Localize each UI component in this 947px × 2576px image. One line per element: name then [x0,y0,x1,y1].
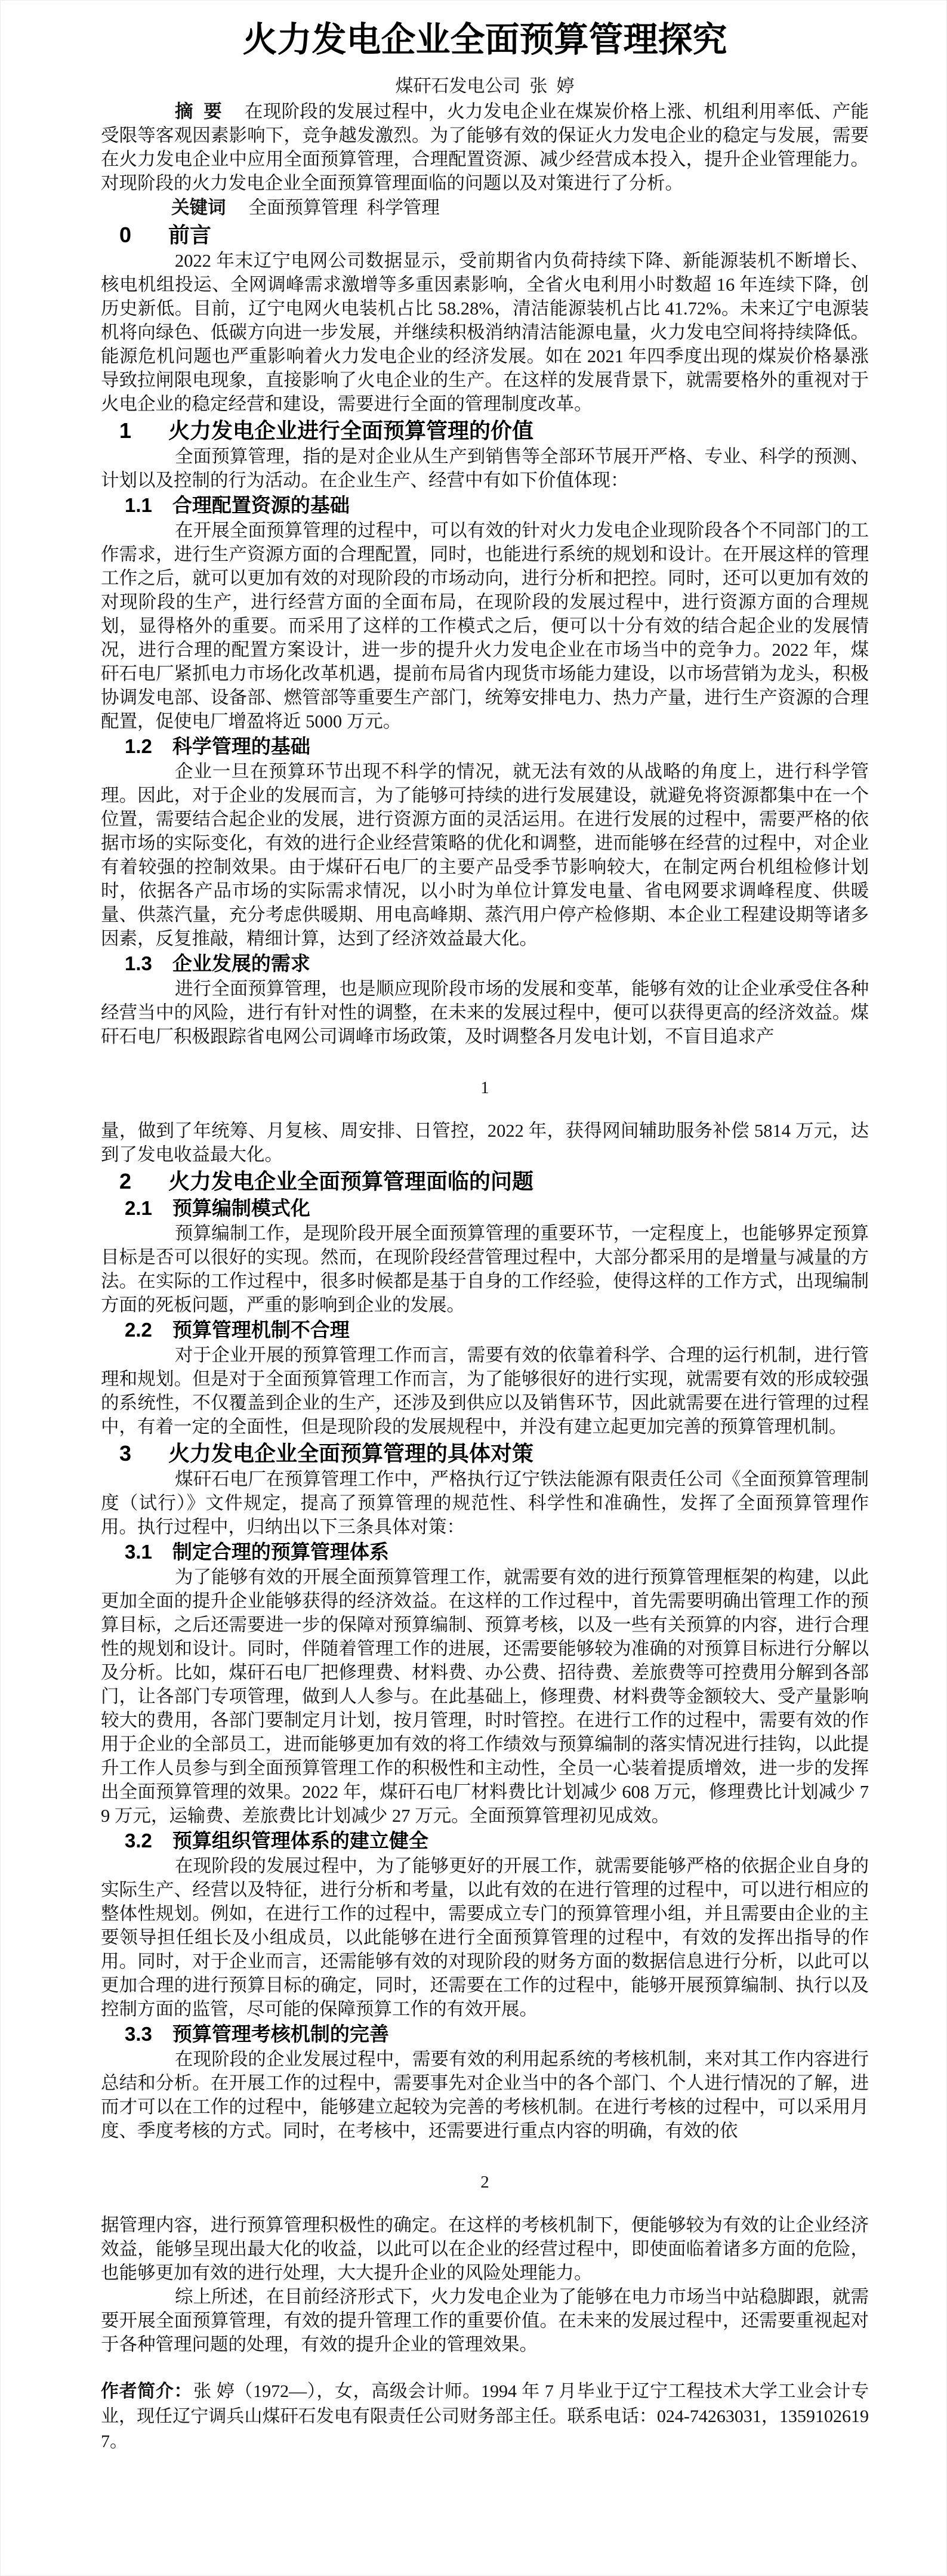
paragraph-section3-intro: 煤矸石电厂在预算管理工作中，严格执行辽宁铁法能源有限责任公司《全面预算管理制度（试行）》文件规定，提高了预算管理的规范性、科学性和准确性，发挥了全面预算管理作用。执行过程中，归纳出以下三条具体对策： [101,1469,869,1537]
heading-1-2 [101,733,869,760]
heading-number: 1.1 [125,494,152,516]
heading-2-problems [101,1168,869,1195]
heading-3-2 [101,1828,869,1854]
heading-title: 预算管理机制不合理 [172,1319,350,1341]
heading-1-3 [101,951,869,977]
paragraph-section1-intro: 全面预算管理，指的是对企业从生产到销售等全部环节展开严格、专业、科学的预测、计划以及控制的行为活动。在企业生产、经营中有如下价值体现： [101,446,869,490]
heading-2-1 [101,1195,869,1221]
heading-title: 企业发展的需求 [172,952,310,974]
heading-title: 预算编制模式化 [172,1197,310,1219]
author-bio [101,2379,869,2454]
heading-0-foreword [101,221,869,249]
keywords-text: 全面预算管理 科学管理 [248,198,440,218]
heading-title: 火力发电企业进行全面预算管理的价值 [168,418,534,443]
heading-number: 1 [119,418,132,443]
heading-number: 2.2 [125,1319,152,1341]
heading-number: 1.3 [125,952,152,974]
paragraph-conclusion: 综上所述，在目前经济形式下，火力发电企业为了能够在电力市场当中站稳脚跟，就需要开展全面预算管理，有效的提升管理工作的重要价值。在未来的发展过程中，还需要重视起对于各种管理问题的处理，有效的提升企业的管理效果。 [101,2287,869,2355]
heading-number: 1.2 [125,735,152,757]
heading-title: 前言 [168,223,212,247]
keywords-line [101,195,869,220]
paragraph-3-3-part2: 据管理内容，进行预算管理积极性的确定。在这样的考核机制下，便能够较为有效的让企业经济效益，能够呈现出最大化的收益，以此可以在企业的经营过程中，即使面临着诸多方面的危险，也能够更加有效的进行处理，大大提升企业的风险处理能力。 [101,2215,869,2283]
heading-number: 3.3 [125,2023,152,2045]
author-bio-text: 张 婷（1972—），女，高级会计师。1994 年 7 月毕业于辽宁工程技术大学工业会计专业，现任辽宁调兵山煤矸石发电有限责任公司财务部主任。联系电话：024-74263031，13591026197。 [101,2381,869,2451]
heading-title: 火力发电企业全面预算管理的具体对策 [168,1441,534,1466]
heading-number: 3.2 [125,1830,152,1852]
heading-3-countermeasures [101,1440,869,1467]
abstract-text: 在现阶段的发展过程中，火力发电企业在煤炭价格上涨、机组利用率低、产能受限等客观因素影响下，竞争越发激烈。为了能够有效的保证火力发电企业的稳定与发展，需要在火力发电企业中应用全面预算管理，合理配置资源、减少经营成本投入，提升企业管理能力。对现阶段的火力发电企业全面预算管理面临的问题以及对策进行了分析。 [101,101,869,193]
paragraph-2-2: 对于企业开展的预算管理工作而言，需要有效的依靠着科学、合理的运行机制，进行管理和规划。但是对于全面预算管理工作而言，为了能够很好的进行实现，就需要有效的形成较强的系统性，不仅覆盖到企业的生产，还涉及到供应以及销售环节，因此就需要在进行管理的过程中，有着一定的全面性，但是现阶段的发展规程中，并没有建立起更加完善的预算管理机制。 [101,1345,869,1437]
paragraph-1-1: 在开展全面预算管理的过程中，可以有效的针对火力发电企业现阶段各个不同部门的工作需求，进行生产资源方面的合理配置，同时，也能进行系统的规划和设计。在开展这样的管理工作之后，就可以更加有效的对现阶段的市场动向，进行分析和把控。同时，还可以更加有效的对现阶段的生产，进行经营方面的全面布局，在现阶段的发展过程中，进行资源方面的合理规划，显得格外的重要。而采用了这样的工作模式之后，便可以十分有效的结合起企业的发展情况，进行合理的配置方案设计，进一步的提升火力发电企业在市场当中的竞争力。2022 年，煤矸石电厂紧抓电力市场化改革机遇，提前布局省内现货市场能力建设，以市场营销为龙头，积极协调发电部、设备部、燃管部等重要生产部门，统筹安排电力、热力产量，进行生产资源的合理配置，促使电厂增盈将近 5000 万元。 [101,520,869,732]
heading-2-2 [101,1317,869,1343]
heading-number: 3.1 [125,1541,152,1563]
paragraph-2-1: 预算编制工作，是现阶段开展全面预算管理的重要环节，一定程度上，也能够界定预算目标是否可以很好的实现。然而，在现阶段经营管理过程中，大部分都采用的是增量与减量的方法。在实际的工作过程中，很多时候都是基于自身的工作经验，使得这样的工作方式，出现编制方面的死板问题，严重的影响到企业的发展。 [101,1223,869,1315]
heading-number: 3 [119,1441,132,1466]
heading-title: 预算管理考核机制的完善 [172,2023,389,2045]
heading-3-3 [101,2021,869,2047]
document-content [1,1,946,2496]
heading-title: 预算组织管理体系的建立健全 [172,1830,428,1852]
heading-title: 合理配置资源的基础 [172,494,350,516]
paragraph-1-3-part1: 进行全面预算管理，也是顺应现阶段市场的发展和变革，能够有效的让企业承受住各种经营当中的风险，进行有针对性的调整，在未来的发展过程中，便可以获得更高的经济效益。煤矸石电厂积极跟踪省电网公司调峰市场政策，及时调整各月发电计划，不盲目追求产 [101,979,869,1047]
heading-1-value [101,417,869,445]
heading-title: 火力发电企业全面预算管理面临的问题 [168,1169,534,1193]
paragraph-3-1: 为了能够有效的开展全面预算管理工作，就需要有效的进行预算管理框架的构建，以此更加全面的提升企业能够获得的经济效益。在这样的工作过程中，首先需要明确出管理工作的预算目标，之后还需要进一步的保障对预算编制、预算考核，以及一些有关预算的内容，进行合理性的规划和设计。同时，伴随着管理工作的进展，还需要能够较为准确的对预算目标进行分解以及分析。比如，煤矸石电厂把修理费、材料费、办公费、招待费、差旅费等可控费用分解到各部门，让各部门专项管理，做到人人参与。在此基础上，修理费、材料费等金额较大、受产量影响较大的费用，各部门要制定月计划，按月管理，时时管控。在进行工作的过程中，需要有效的作用于企业的全部员工，进而能够更加有效的将工作绩效与预算编制的落实情况进行挂钩，以此提升工作人员参与到全面预算管理工作的积极性和主动性，全员一心装着提质增效，进一步的发挥出全面预算管理的效果。2022 年，煤矸石电厂材料费比计划减少 608 万元，修理费比计划减少 79 万元，运输费、差旅费比计划减少 27 万元。全面预算管理初见成效。 [101,1567,869,1826]
heading-number: 0 [119,223,132,247]
page-number-1: 1 [480,1078,489,1097]
paragraph-3-3-part1: 在现阶段的企业发展过程中，需要有效的利用起系统的考核机制，来对其工作内容进行总结和分析。在开展工作的过程中，需要事先对企业当中的各个部门、个人进行情况的了解，进而才可以在工作的过程中，能够建立起较为完善的考核机制。在进行考核的过程中，可以采用月度、季度考核的方式。同时，在考核中，还需要进行重点内容的明确，有效的依 [101,2049,869,2141]
author-line: 煤矸石发电公司 张 婷 [395,76,575,96]
paragraph-1-2: 企业一旦在预算环节出现不科学的情况，就无法有效的从战略的角度上，进行科学管理。因此，对于企业的发展而言，为了能够可持续的进行发展建设，就避免将资源都集中在一个位置，需要结合起企业的发展，进行资源方面的灵活运用。在进行发展的过程中，需要严格的依据市场的实际变化，有效的进行企业经营策略的优化和调整，进而能够在经营的过程中，对企业有着较强的控制效果。由于煤矸石电厂的主要产品受季节影响较大，在制定两台机组检修计划时，依据各产品市场的实际需求情况，以小时为单位计算发电量、省电网要求调峰程度、供暖量、供蒸汽量，充分考虑供暖期、用电高峰期、蒸汽用户停产检修期、本企业工程建设期等诸多因素，反复推敲，精细计算，达到了经济效益最大化。 [101,761,869,949]
author-bio-label: 作者简介： [101,2381,193,2401]
heading-1-1 [101,492,869,519]
page-title: 火力发电企业全面预算管理探究 [242,20,727,59]
page-number-2: 2 [480,2173,489,2192]
abstract-label: 摘 要 [175,101,223,122]
heading-title: 科学管理的基础 [172,735,310,757]
paragraph-1-3-part2: 量，做到了年统筹、月复核、周安排、日管控，2022 年，获得网间辅助服务补偿 5814 万元，达到了发电收益最大化。 [101,1121,869,1165]
heading-3-1 [101,1539,869,1565]
heading-number: 2.1 [125,1197,152,1219]
paragraph-3-2: 在现阶段的发展过程中，为了能够更好的开展工作，就需要能够严格的依据企业自身的实际生产、经营以及特征，进行分析和考量，以此有效的在进行管理的过程中，可以进行相应的整体性规划。例如，在进行工作的过程中，需要成立专门的预算管理小组，并且需要由企业的主要领导担任组长及小组成员，以此能够在进行全面预算管理的过程中，有效的发挥出指导的作用。同时，对于企业而言，还需能够有效的对现阶段的财务方面的数据信息进行分析，以此可以更加合理的进行预算目标的确定，同时，还需要在工作的过程中，能够开展预算编制、执行以及控制方面的监管，尽可能的保障预算工作的有效开展。 [101,1856,869,2019]
paragraph-foreword: 2022 年末辽宁电网公司数据显示，受前期省内负荷持续下降、新能源装机不断增长、核电机组投运、全网调峰需求激增等多重因素影响，全省火电利用小时数超 16 年连续下降，创历史新低。目前，辽宁电网火电装机占比 58.28%，清洁能源装机占比 41.72%。未来辽宁电源装机将向绿色、低碳方向进一步发展，并继续积极消纳清洁能源电量，火力发电空间将持续降低。能源危机问题也严重影响着火力发电企业的经济发展。如在 2021 年四季度出现的煤炭价格暴涨导致拉闸限电现象，直接影响了火电企业的生产。在这样的发展背景下，就需要格外的重视对于火电企业的稳定经营和建设，需要进行全面的管理制度改革。 [101,251,869,414]
heading-title: 制定合理的预算管理体系 [172,1541,389,1563]
abstract-paragraph [101,100,869,195]
heading-number: 2 [119,1169,132,1193]
keywords-label: 关键词 [171,198,226,218]
